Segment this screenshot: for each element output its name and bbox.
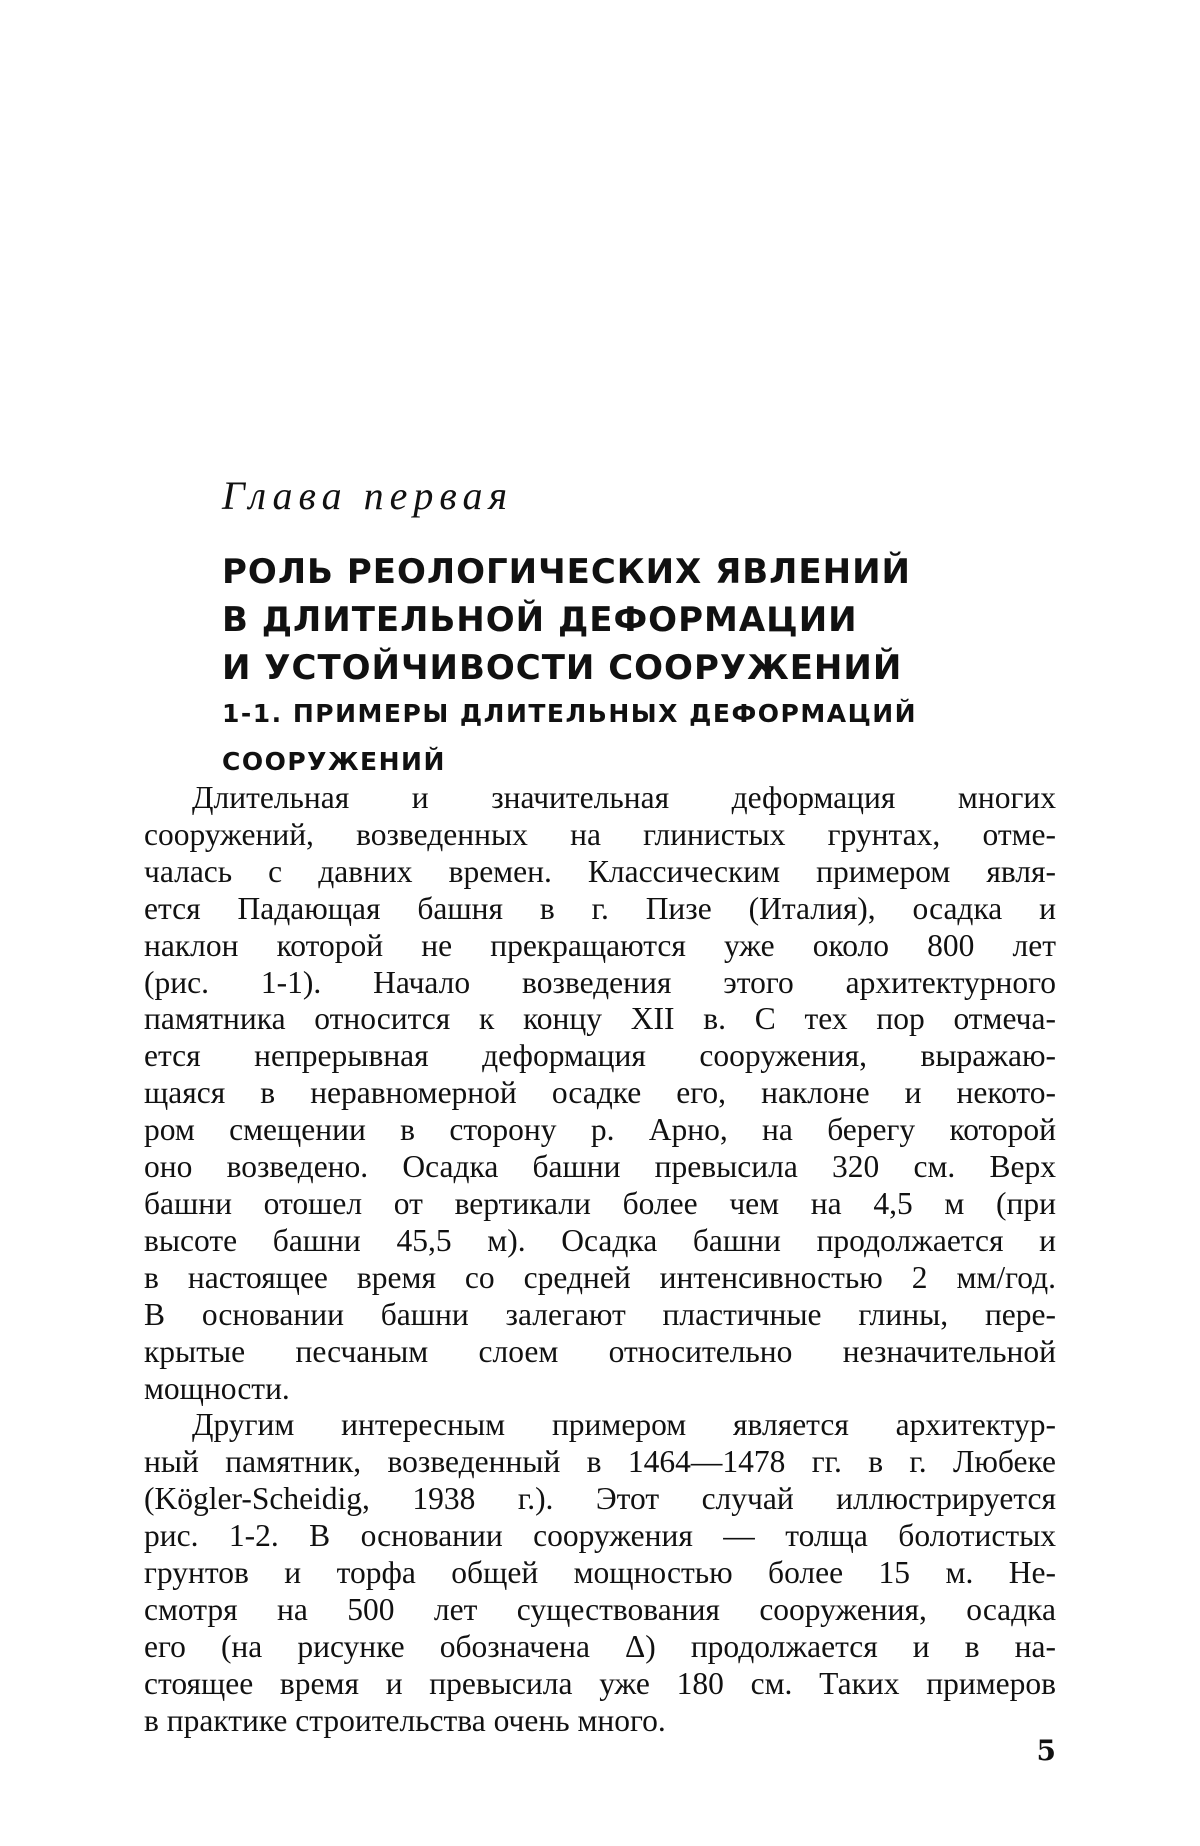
text-line: ется Падающая башня в г. Пизе (Италия), осадка и [144,890,1056,926]
text-line: ется непрерывная деформация сооружения, выражаю- [144,1038,1056,1074]
chapter-title-line: РОЛЬ РЕОЛОГИЧЕСКИХ ЯВЛЕНИЙ [222,552,911,592]
text-line: ный памятник, возведенный в 1464—1478 гг. в г. Любеке [144,1444,1056,1480]
text-line: смотря на 500 лет существования сооружения, осадка [144,1591,1056,1627]
paragraph-2 [144,1407,1056,1739]
section-heading [222,690,1102,786]
text-line: крытые песчаным слоем относительно незначительной [144,1333,1056,1369]
page-number: 5 [1036,1734,1056,1767]
chapter-title-line: В ДЛИТЕЛЬНОЙ ДЕФОРМАЦИИ [222,600,858,640]
section-heading-line: СООРУЖЕНИЙ [222,747,446,776]
text-line: оно возведено. Осадка башни превысила 320 см. Верх [144,1149,1056,1185]
text-line: в настоящее время со средней интенсивностью 2 мм/год. [144,1259,1056,1295]
text-line: башни отошел от вертикали более чем на 4,5 м (при [144,1185,1056,1221]
body-text [144,780,1056,1740]
text-line: грунтов и торфа общей мощностью более 15 м. Не- [144,1555,1056,1591]
text-line: памятника относится к концу XII в. С тех пор отмеча- [144,1001,1056,1037]
text-line: Другим интересным примером является архитектур- [192,1407,1056,1443]
text-line: В основании башни залегают пластичные глины, пере- [144,1296,1056,1332]
text-line: стоящее время и превысила уже 180 см. Таких примеров [144,1665,1056,1701]
chapter-label: Глава первая [222,473,514,518]
chapter-title-line: И УСТОЙЧИВОСТИ СООРУЖЕНИЙ [222,648,903,688]
chapter-title [222,548,1102,692]
paragraph-1 [144,780,1056,1407]
text-line: Длительная и значительная деформация многих [192,780,1056,815]
text-line: высоте башни 45,5 м). Осадка башни продолжается и [144,1222,1056,1258]
text-line: чалась с давних времен. Классическим примером явля- [144,853,1056,889]
text-line: сооружений, возведенных на глинистых грунтах, отме- [144,816,1056,852]
section-heading-line: 1-1. ПРИМЕРЫ ДЛИТЕЛЬНЫХ ДЕФОРМАЦИЙ [222,699,918,728]
text-line: ром смещении в сторону р. Арно, на берегу которой [144,1112,1056,1148]
text-line: мощности. [144,1370,290,1406]
text-line: в практике строительства очень много. [144,1702,666,1738]
text-line: щаяся в неравномерной осадке его, наклоне и некото- [144,1075,1056,1111]
text-line: рис. 1-2. В основании сооружения — толща болотистых [144,1518,1056,1554]
text-line: (Kögler-Scheidig, 1938 г.). Этот случай иллюстрируется [144,1481,1056,1517]
text-line: наклон которой не прекращаются уже около 800 лет [144,927,1056,963]
text-line: его (на рисунке обозначена Δ) продолжается и в на- [144,1628,1056,1664]
text-line: (рис. 1-1). Начало возведения этого архитектурного [144,964,1056,1000]
